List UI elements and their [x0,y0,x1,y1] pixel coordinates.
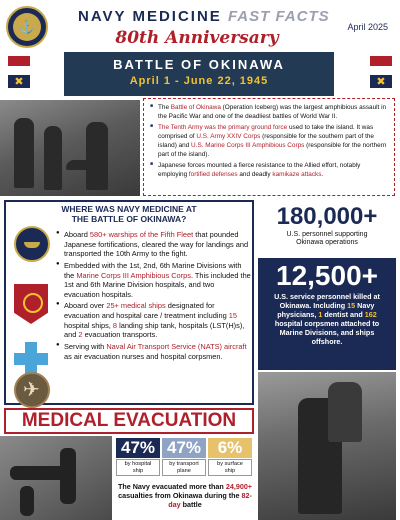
anniversary-title: 80th Anniversary [115,28,279,48]
corpsman-carrying-photo [258,372,396,520]
battle-dates: April 1 - June 22, 1945 [129,75,269,87]
stat-killed [258,258,396,370]
intro-bullet: ■ The Tenth Army was the primary ground force used to take the island. It was comprised of U.S. Army XXIV Corps (responsible for the southern part of the island) and U.S. Marine Corps III Amphibious Corps (responsible for the northern part of the island). [150,123,389,160]
stat-caption: U.S. personnel supporting Okinawa operations [286,231,368,247]
signal-flag-icon: ✖ [8,56,30,88]
navy-box-heading: WHERE WAS NAVY MEDICINE AT THE BATTLE OF OKINAWA? [61,204,197,224]
pct-surface-ship: 6% by surface ship [208,438,252,476]
evacuation-photo [0,436,112,520]
issue-date: April 2025 [347,22,388,32]
stat-caption: U.S. service personnel killed at Okinawa. Including 15 Navy physicians, 1 dentist and 162 hospital corpsmen attached to Marine Divisions, and ships offshore. [274,292,380,346]
list-item: ● Serving with Naval Air Transport Service (NATS) aircraft as air evacuation nurses and hospital corpsmen. [56,342,252,361]
list-item: ● Aboard 580+ warships of the Fifth Fleet that pounded Japanese fortifications, cleared the way for landings and transported the 10th Army to the fight. [56,230,252,259]
battle-banner [64,52,334,96]
navy-seal-icon: ⚓ [6,6,48,48]
list-item: ● Aboard over 25+ medical ships designated for evacuation and hospital care / treatment including 15 hospital ships, 8 landing ship tank, hospitals (LST(H)s), and 2 evacuation transports. [56,301,252,340]
stat-number: 180,000+ [276,203,378,230]
intro-bullet: ■ Japanese forces mounted a fierce resistance to the Allied effort, notably employing fortified defenses and deadly kamikaze attacks. [150,161,389,180]
battle-name: BATTLE OF OKINAWA [113,57,285,72]
intro-bullet: ■ The Battle of Okinawa (Operation Iceberg) was the largest amphibious assault in the Pacific War and one of the deadliest battles of World War II. [150,103,389,122]
navy-ship-emblem-icon [14,226,50,262]
soldiers-photo [0,100,140,196]
medevac-title: MEDICAL EVACUATION [4,408,254,434]
page-title: NAVY MEDICINE FAST FACTS [78,8,330,25]
marine-emblem-icon [14,284,48,324]
pct-hospital-ship: 47% by hospital ship [116,438,160,476]
pct-transport-plane: 47% by transport plane [162,438,206,476]
list-item: ● Embedded with the 1st, 2nd, 6th Marine Divisions with the Marine Corps III Amphibious Corps. This included the 1st and 6th Marine Division hospitals, and two evacuation hospitals. [56,261,252,300]
intro-box [143,98,395,196]
navy-list [56,230,252,363]
stat-personnel [258,203,396,255]
hospital-cross-icon [14,342,48,376]
signal-flag-icon: ✖ [370,56,392,88]
evacuation-summary: The Navy evacuated more than 24,900+ casualties from Okinawa during the 82-day battle [117,482,253,509]
stat-number: 12,500+ [276,260,378,291]
aircraft-emblem-icon [14,372,50,408]
navy-medicine-box [4,200,254,405]
